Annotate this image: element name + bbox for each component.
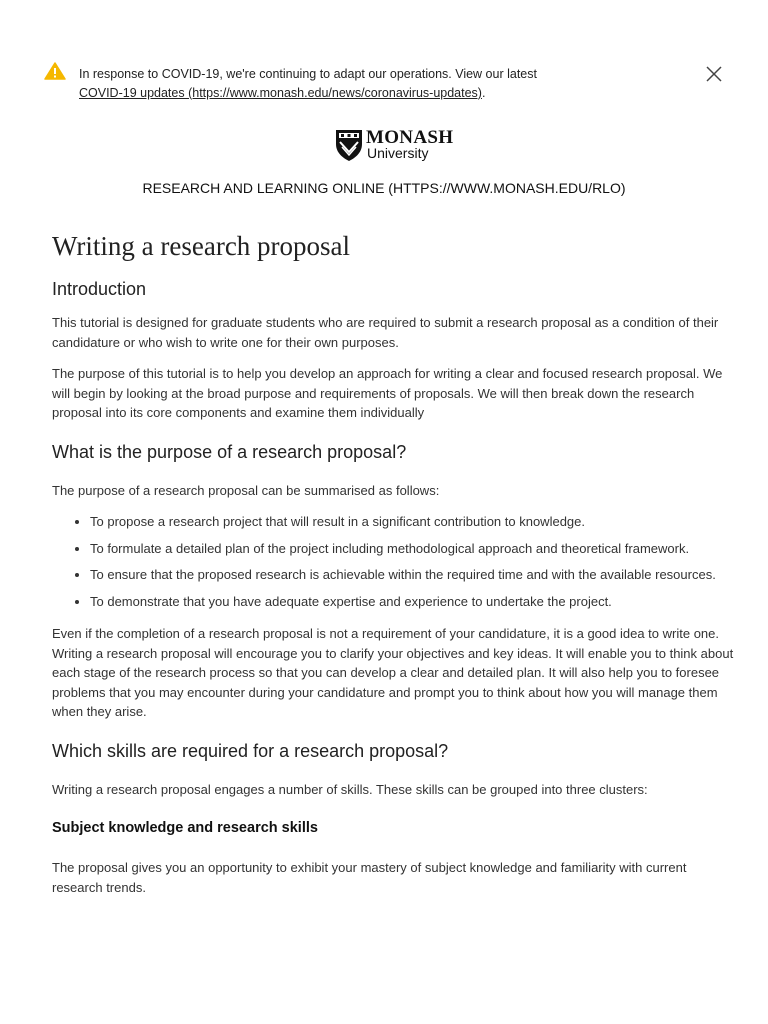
skills-lead: Writing a research proposal engages a number of skills. These skills can be grouped into three clusters:	[52, 781, 648, 797]
monash-logo[interactable]	[333, 127, 454, 164]
intro-paragraph-1: This tutorial is designed for graduate students who are required to submit a research proposal as a condition of their candidature or who wish to write one for their own purposes.	[52, 315, 719, 350]
close-icon[interactable]	[704, 64, 724, 84]
skills-paragraph: The proposal gives you an opportunity to exhibit your mastery of subject knowledge and familiarity with current research trends.	[52, 860, 687, 895]
list-item: • To ensure that the proposed research is achievable within the required time and with the available resources.	[90, 565, 736, 585]
rlo-link[interactable]: RESEARCH AND LEARNING ONLINE (HTTPS://WWW.MONASH.EDU/RLO)	[142, 180, 626, 196]
purpose-heading: What is the purpose of a research proposal?	[52, 441, 407, 462]
logo-name: MONASH	[366, 127, 454, 148]
alert-message	[79, 65, 639, 103]
page-title: Writing a research proposal	[52, 231, 351, 261]
crest-icon	[333, 128, 365, 162]
article	[52, 228, 736, 909]
alert-suffix: .	[481, 86, 486, 100]
intro-paragraph-2: The purpose of this tutorial is to help you develop an approach for writing a clear and focused research proposal. We will begin by looking at the broad purpose and requirements of proposals. We will then break down the research proposal into its core components and examine them individually	[52, 366, 723, 420]
list-item: • To propose a research project that will result in a significant contribution to knowledge.	[90, 512, 736, 532]
warning-icon	[44, 62, 66, 80]
list-item: • To demonstrate that you have adequate expertise and experience to undertake the project.	[90, 592, 736, 612]
list-item: • To formulate a detailed plan of the project including methodological approach and theoretical framework.	[90, 539, 736, 559]
logo-subtitle: University	[367, 145, 429, 161]
covid-alert-banner	[44, 62, 724, 102]
purpose-list	[52, 512, 736, 611]
purpose-lead: The purpose of a research proposal can be summarised as follows:	[52, 482, 440, 498]
covid-updates-link[interactable]: COVID-19 updates (https://www.monash.edu/news/coronavirus-updates)	[79, 86, 482, 100]
skills-heading: Which skills are required for a research proposal?	[52, 740, 449, 761]
skills-subheading: Subject knowledge and research skills	[52, 820, 318, 836]
alert-prefix: In response to COVID-19, we're continuing to adapt our operations. View our latest	[79, 67, 537, 81]
purpose-paragraph: Even if the completion of a research proposal is not a requirement of your candidature, it is a good idea to write one. Writing a research proposal will encourage you to clarify your objectives and key ideas. It will enable you to think about each stage of the research process so that you can develop a clear and detailed plan. It will also help you to foresee problems that you may encounter during your candidature and prompt you to think about how you will manage them when they arise.	[52, 626, 734, 719]
intro-heading: Introduction	[52, 279, 147, 299]
